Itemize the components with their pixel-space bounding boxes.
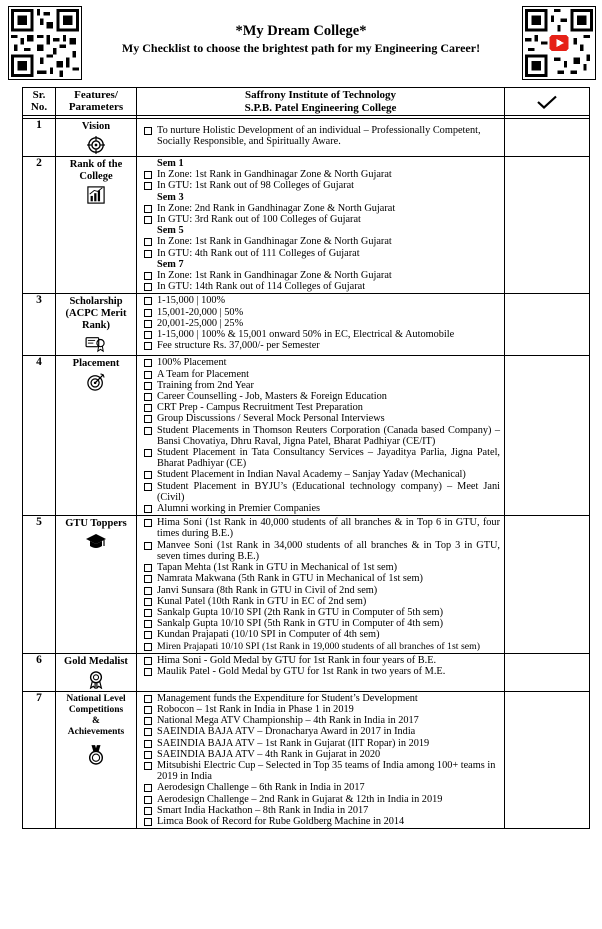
list-item: Aerodesign Challenge – 2nd Rank in Gujarat & 12th in India in 2019 (143, 794, 500, 805)
list-item: 1-15,000 | 100% & 15,001 onward 50% in EC, Electrical & Automobile (143, 329, 500, 340)
list-item: Training from 2nd Year (143, 380, 500, 391)
list-item: 1-15,000 | 100% (143, 295, 500, 306)
list-item: Student Placements in Thomson Reuters Corporation (Canada based Company) – Bansi Chovatiya, Dhru Raval, Jigna Patel, Bharat Padhiyar (CE/IT) (143, 425, 500, 447)
page-subtitle: My Checklist to choose the brightest path for my Engineering Career! (121, 41, 481, 55)
list-item: 15,001-20,000 | 50% (143, 307, 500, 318)
list-item: Maulik Patel - Gold Medal by GTU for 1st Rank in two years of M.E. (143, 666, 500, 677)
page-title: *My Dream College* (235, 23, 367, 39)
list-item: Mitsubishi Electric Cup – Selected in Top 35 teams of India among 100+ teams in 2019 in India (143, 760, 500, 782)
list-item: Hima Soni - Gold Medal by GTU for 1st Rank in four years of B.E. (143, 655, 500, 666)
scholarship-icon (85, 335, 107, 353)
target-arrow-icon (87, 373, 105, 391)
row-sr-no: 1 (23, 119, 56, 157)
list-item: Janvi Sunsara (8th Rank in GTU in Civil of 2nd sem) (143, 585, 500, 596)
table-row (23, 653, 590, 691)
list-item: In Zone: 1st Rank in Gandhinagar Zone & North Gujarat (143, 270, 500, 281)
qr-code-left (8, 6, 82, 80)
header-checkmark (505, 88, 590, 116)
youtube-qr-code-icon (525, 9, 593, 77)
page-header (90, 22, 512, 56)
list-item: A Team for Placement (143, 369, 500, 380)
list-item: Smart India Hackathon – 8th Rank in India in 2017 (143, 805, 500, 816)
list-item: 100% Placement (143, 357, 500, 368)
check-cell (505, 653, 590, 691)
target-icon (87, 136, 105, 154)
list-item: Namrata Makwana (5th Rank in GTU in Mechanical of 1st sem) (143, 573, 500, 584)
table-row (23, 294, 590, 356)
row-sr-no: 4 (23, 356, 56, 516)
list-item: In Zone: 1st Rank in Gandhinagar Zone & North Gujarat (143, 169, 500, 180)
feature-label: Vision (81, 121, 111, 132)
row-content (137, 294, 505, 356)
feature-label: Gold Medalist (64, 655, 128, 667)
medal-ribbon-icon (87, 671, 105, 689)
list-item: Kundan Prajapati (10/10 SPI in Computer of 4th sem) (143, 629, 500, 640)
list-item: CRT Prep - Campus Recruitment Test Preparation (143, 402, 500, 413)
check-cell (505, 516, 590, 653)
feature-label: GTU Toppers (65, 518, 127, 530)
semester-heading: Sem 7 (157, 258, 184, 270)
list-item: Aerodesign Challenge – 6th Rank in India in 2017 (143, 782, 500, 793)
row-sr-no: 5 (23, 516, 56, 653)
row-sr-no: 3 (23, 294, 56, 356)
list-item: Student Placement in Tata Consultancy Services – Jayaditya Parlia, Jigna Patel, Bharat Padhiyar (CE) (143, 447, 500, 469)
list-item: To nurture Holistic Development of an individual – Professionally Competent, Socially Responsible, and Spiritually Aware. (143, 125, 500, 147)
list-item: Kunal Patel (10th Rank in GTU in EC of 2nd sem) (143, 596, 500, 607)
list-item: Fee structure Rs. 37,000/- per Semester (143, 340, 500, 351)
row-feature (56, 691, 137, 828)
list-item: In GTU: 14th Rank out of 114 Colleges of Gujarat (143, 281, 500, 292)
feature-label: National Level Competitions & Achievements (66, 693, 126, 737)
list-item: Sankalp Gupta 10/10 SPI (5th Rank in GTU in Computer of 4th sem) (143, 618, 500, 629)
list-item: Alumni working in Premier Companies (143, 503, 500, 514)
table-row (23, 691, 590, 828)
list-item: Miren Prajapati 10/10 SPI (1st Rank in 19,000 students of all branches of 1st sem) (143, 641, 500, 652)
table-header-row (23, 88, 590, 116)
graduation-cap-icon (85, 533, 107, 551)
list-item: SAEINDIA BAJA ATV – 1st Rank in Gujarat (IIT Ropar) in 2019 (143, 738, 500, 749)
list-item: Student Placement in BYJU’s (Educational technology company) – Meet Jani (Civil) (143, 481, 500, 503)
list-item: Hima Soni (1st Rank in 40,000 students of all branches & in Top 6 in GTU, four times during B.E.) (143, 517, 500, 539)
list-item: Robocon – 1st Rank in India in Phase 1 in 2019 (143, 704, 500, 715)
check-cell (505, 157, 590, 294)
list-item: 20,001-25,000 | 25% (143, 318, 500, 329)
qr-code-icon (11, 9, 79, 77)
header-sr-no: Sr. No. (23, 88, 56, 116)
row-content (137, 653, 505, 691)
qr-code-right (522, 6, 596, 80)
check-cell (505, 356, 590, 516)
feature-label: Rank of the College (69, 159, 123, 182)
feature-label: Placement (72, 358, 120, 370)
semester-heading: Sem 1 (157, 158, 184, 169)
list-item: In Zone: 1st Rank in Gandhinagar Zone & North Gujarat (143, 236, 500, 247)
row-feature (56, 157, 137, 294)
list-item: Career Counselling - Job, Masters & Foreign Education (143, 391, 500, 402)
row-content (137, 691, 505, 828)
list-item: National Mega ATV Championship – 4th Rank in India in 2017 (143, 715, 500, 726)
check-cell (505, 691, 590, 828)
list-item: Tapan Mehta (1st Rank in GTU in Mechanical of 1st sem) (143, 562, 500, 573)
row-content (137, 119, 505, 157)
header-features: Features/ Parameters (56, 88, 137, 116)
list-item: Management funds the Expenditure for Student’s Development (143, 693, 500, 704)
header-college (137, 88, 505, 116)
table-row (23, 516, 590, 653)
list-item: Manvee Soni (1st Rank in 34,000 students of all branches & in Top 3 in GTU, seven times during B.E.) (143, 540, 500, 562)
list-item: In GTU: 3rd Rank out of 100 Colleges of Gujarat (143, 214, 500, 225)
row-feature (56, 356, 137, 516)
college-name-line1: Saffrony Institute of Technology (244, 89, 397, 101)
check-cell (505, 294, 590, 356)
row-content (137, 516, 505, 653)
row-feature (56, 294, 137, 356)
row-content (137, 356, 505, 516)
feature-label: Scholarship (ACPC Merit Rank) (65, 296, 127, 332)
table-row (23, 157, 590, 294)
semester-heading: Sem 3 (157, 191, 184, 203)
checkmark-icon (536, 95, 558, 109)
row-sr-no: 2 (23, 157, 56, 294)
table-row (23, 119, 590, 157)
medal-icon (87, 744, 105, 766)
row-sr-no: 6 (23, 653, 56, 691)
list-item: In Zone: 2nd Rank in Gandhinagar Zone & North Gujarat (143, 203, 500, 214)
college-name-line2: S.P.B. Patel Engineering College (244, 101, 397, 114)
list-item: SAEINDIA BAJA ATV – 4th Rank in Gujarat in 2020 (143, 749, 500, 760)
list-item: Sankalp Gupta 10/10 SPI (2th Rank in GTU in Computer of 5th sem) (143, 607, 500, 618)
list-item: In GTU: 1st Rank out of 98 Colleges of Gujarat (143, 180, 500, 191)
row-sr-no: 7 (23, 691, 56, 828)
row-feature (56, 516, 137, 653)
row-feature (56, 119, 137, 157)
list-item: SAEINDIA BAJA ATV – Dronacharya Award in 2017 in India (143, 726, 500, 737)
check-cell (505, 119, 590, 157)
table-row (23, 356, 590, 516)
list-item: Group Discussions / Several Mock Personal Interviews (143, 413, 500, 424)
row-content (137, 157, 505, 294)
row-feature (56, 653, 137, 691)
list-item: In GTU: 4th Rank out of 111 Colleges of Gujarat (143, 248, 500, 259)
checklist-table (22, 87, 590, 829)
list-item: Student Placement in Indian Naval Academy – Sanjay Yadav (Mechanical) (143, 469, 500, 480)
semester-heading: Sem 5 (157, 225, 184, 237)
bar-chart-icon (87, 186, 105, 204)
list-item: Limca Book of Record for Rube Goldberg Machine in 2014 (143, 816, 500, 827)
